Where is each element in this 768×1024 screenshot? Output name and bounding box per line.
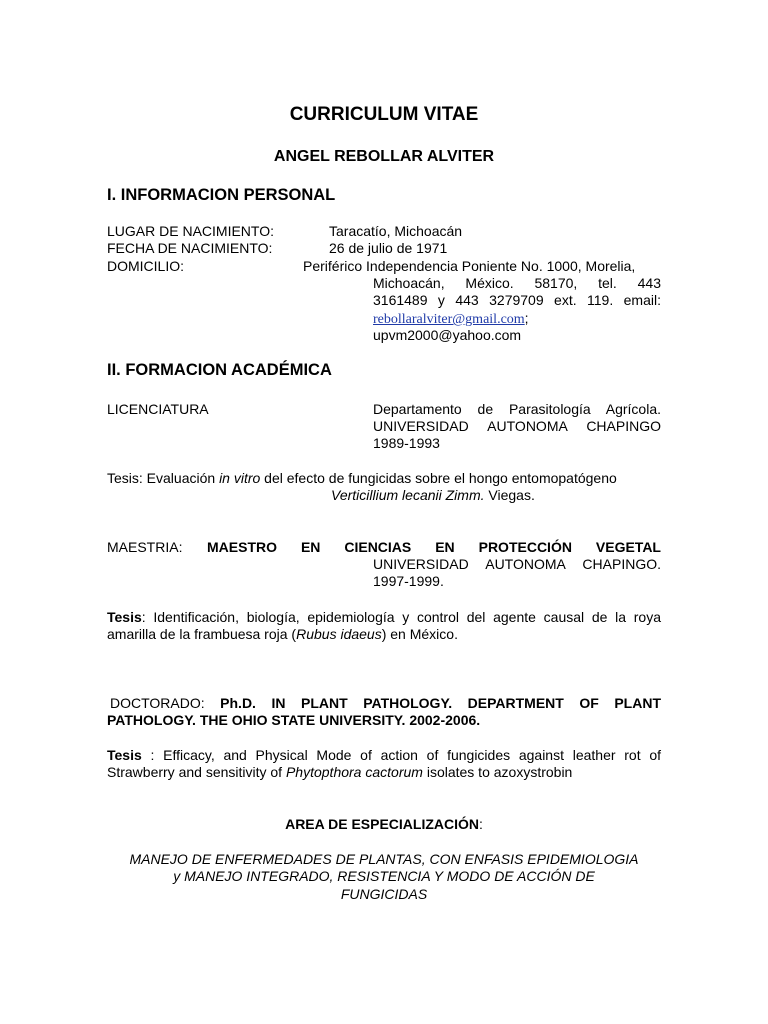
email-line [373, 310, 529, 328]
maestria-thesis-text-b: ) en México. [381, 626, 458, 642]
maestria-thesis-species: Rubus idaeus [296, 626, 382, 642]
specialization-heading-text: AREA DE ESPECIALIZACIÓN [285, 816, 480, 832]
maestria-university: UNIVERSIDAD AUTONOMA CHAPINGO. [373, 556, 661, 572]
specialization-line-1: MANEJO DE ENFERMEDADES DE PLANTAS, CON ENFASIS EPIDEMIOLOGIA [129, 851, 639, 867]
maestria-thesis-label: Tesis [107, 609, 142, 625]
document-title: CURRICULUM VITAE [289, 104, 479, 125]
maestria-thesis-line-1 [107, 609, 661, 626]
specialization-line-2: y MANEJO INTEGRADO, RESISTENCIA Y MODO DE ACCIÓN DE [173, 868, 595, 884]
maestria-years: 1997-1999. [373, 573, 444, 589]
licenciatura-label: LICENCIATURA [107, 401, 209, 417]
licenciatura-years: 1989-1993 [373, 435, 440, 451]
maestria-label: MAESTRIA: [107, 539, 183, 555]
email-link-gmail[interactable]: rebollaralviter@gmail.com [373, 312, 525, 327]
birthdate-label: FECHA DE NACIMIENTO: [107, 240, 273, 256]
doctorado-thesis-label: Tesis [107, 747, 142, 763]
birthplace-label: LUGAR DE NACIMIENTO: [107, 223, 274, 239]
doctorado-thesis-line-1 [107, 747, 661, 764]
thesis-italic-term: in vitro [219, 470, 261, 486]
licenciatura-thesis-species [331, 487, 535, 504]
birthplace-value: Taracatío, Michoacán [329, 223, 463, 239]
section-heading-education: II. FORMACION ACADÉMICA [107, 361, 332, 379]
maestria-degree: MAESTRO EN CIENCIAS EN PROTECCIÓN VEGETAL [207, 539, 661, 555]
doctorado-degree: Ph.D. IN PLANT PATHOLOGY. DEPARTMENT OF PLANT [220, 695, 661, 711]
address-label: DOMICILIO: [107, 258, 185, 274]
section-heading-personal: I. INFORMACION PERSONAL [107, 186, 336, 204]
email-yahoo: upvm2000@yahoo.com [373, 327, 522, 343]
specialization-heading-colon: : [479, 816, 483, 832]
licenciatura-university: UNIVERSIDAD AUTONOMA CHAPINGO [373, 418, 661, 434]
address-line-1: Periférico Independencia Poniente No. 1000, Morelia, [303, 258, 636, 274]
doctorado-thesis-text-b: isolates to azoxystrobin [422, 764, 573, 780]
birthdate-value: 26 de julio de 1971 [329, 240, 448, 256]
thesis-prefix: Tesis: Evaluación [107, 470, 220, 486]
specialization-line-3: FUNGICIDAS [340, 886, 428, 902]
doctorado-line-2: PATHOLOGY. THE OHIO STATE UNIVERSITY. 2002-2006. [107, 712, 481, 728]
doctorado-thesis-text: : Efficacy, and Physical Mode of action of fungicides against leather rot of [141, 747, 661, 763]
doctorado-line-1 [110, 695, 661, 712]
maestria-thesis-text: : Identificación, biología, epidemiología y control del agente causal de la roya [141, 609, 661, 625]
address-line-2: Michoacán, México. 58170, tel. 443 [373, 275, 661, 291]
maestria-thesis-text-a: amarilla de la frambuesa roja ( [107, 626, 297, 642]
species-author: Viegas. [484, 487, 535, 503]
person-name: ANGEL REBOLLAR ALVITER [273, 148, 495, 165]
licenciatura-thesis [107, 470, 617, 487]
email-separator: ; [524, 310, 529, 326]
specialization-heading [0, 816, 768, 833]
maestria-thesis-line-2 [107, 626, 458, 643]
licenciatura-department: Departamento de Parasitología Agrícola. [373, 401, 661, 417]
doctorado-label: DOCTORADO: [110, 695, 221, 711]
doctorado-thesis-text-a: Strawberry and sensitivity of [107, 764, 286, 780]
thesis-rest: del efecto de fungicidas sobre el hongo entomopatógeno [260, 470, 617, 486]
doctorado-thesis-species: Phytopthora cactorum [285, 764, 423, 780]
address-line-3: 3161489 y 443 3279709 ext. 119. email: [373, 292, 661, 308]
species-name: Verticillium lecanii Zimm. [331, 487, 485, 503]
doctorado-thesis-line-2 [107, 764, 572, 781]
